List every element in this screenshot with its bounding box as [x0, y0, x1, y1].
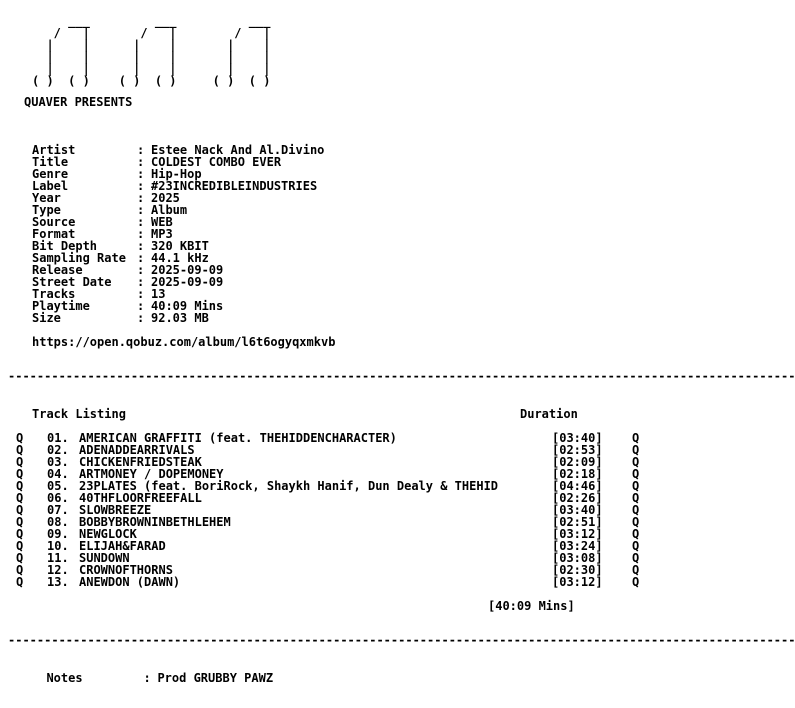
info-value: 40:09 Mins [151, 299, 224, 313]
info-colon: : [137, 275, 145, 289]
notes-colon: : [143, 671, 151, 685]
track-duration: [02:09] [552, 455, 603, 469]
track-marker-left: Q [16, 527, 24, 541]
info-value: COLDEST COMBO EVER [151, 155, 282, 169]
info-key: Street Date [32, 275, 112, 289]
info-row [32, 312, 209, 324]
info-key: Source [32, 215, 76, 229]
track-row [16, 576, 644, 588]
info-key: Type [32, 203, 61, 217]
track-number: 12. [47, 563, 69, 577]
track-number: 02. [47, 443, 69, 457]
info-colon: : [137, 203, 145, 217]
track-marker-right: Q [632, 515, 640, 529]
track-duration: [03:40] [552, 431, 603, 445]
info-key: Playtime [32, 299, 90, 313]
track-number: 10. [47, 539, 69, 553]
track-title: SLOWBREEZE [79, 503, 152, 517]
info-value: #23INCREDIBLEINDUSTRIES [151, 179, 318, 193]
track-marker-right: Q [632, 563, 640, 577]
track-duration: [03:40] [552, 503, 603, 517]
info-colon: : [137, 287, 145, 301]
track-marker-right: Q [632, 527, 640, 541]
info-key: Sampling Rate [32, 251, 126, 265]
info-key: Bit Depth [32, 239, 98, 253]
track-marker-left: Q [16, 491, 24, 505]
info-key: Genre [32, 167, 69, 181]
info-key: Artist [32, 143, 76, 157]
track-marker-left: Q [16, 443, 24, 457]
track-number: 08. [47, 515, 69, 529]
total-duration: [40:09 Mins] [488, 599, 575, 613]
info-key: Year [32, 191, 61, 205]
notes-key: Notes [46, 671, 83, 685]
track-marker-right: Q [632, 467, 640, 481]
track-marker-right: Q [632, 503, 640, 517]
track-number: 04. [47, 467, 69, 481]
track-number: 07. [47, 503, 69, 517]
track-marker-right: Q [632, 455, 640, 469]
track-marker-left: Q [16, 515, 24, 529]
presenter-line: QUAVER PRESENTS [24, 95, 133, 109]
track-title: BOBBYBROWNINBETHLEHEM [79, 515, 231, 529]
track-marker-left: Q [16, 551, 24, 565]
track-marker-left: Q [16, 503, 24, 517]
track-number: 11. [47, 551, 69, 565]
info-colon: : [137, 263, 145, 277]
track-listing-header: Track Listing [32, 407, 126, 421]
info-colon: : [137, 155, 145, 169]
track-marker-left: Q [16, 431, 24, 445]
info-value: WEB [151, 215, 173, 229]
track-marker-right: Q [632, 539, 640, 553]
info-key: Format [32, 227, 76, 241]
track-duration: [03:08] [552, 551, 603, 565]
info-key: Tracks [32, 287, 76, 301]
track-title: 23PLATES (feat. BoriRock, Shaykh Hanif, Dun Dealy & THEHID [79, 479, 499, 493]
info-value: 2025 [151, 191, 180, 205]
info-value: 320 KBIT [151, 239, 209, 253]
info-colon: : [137, 239, 145, 253]
track-duration: [02:26] [552, 491, 603, 505]
info-value: Hip-Hop [151, 167, 202, 181]
info-colon: : [137, 311, 145, 325]
info-colon: : [137, 167, 145, 181]
info-colon: : [137, 299, 145, 313]
track-number: 06. [47, 491, 69, 505]
track-duration: [02:30] [552, 563, 603, 577]
track-marker-left: Q [16, 455, 24, 469]
track-duration: [03:12] [552, 575, 603, 589]
album-url[interactable]: https://open.qobuz.com/album/l6t6ogyqxmkvb [32, 335, 336, 349]
info-key: Release [32, 263, 83, 277]
track-title: 40THFLOORFREEFALL [79, 491, 202, 505]
info-value: Estee Nack And Al.Divino [151, 143, 325, 157]
separator-bottom: ------------------------------------------------------------------------------------------------------------- [8, 633, 795, 647]
info-key: Title [32, 155, 69, 169]
info-value: 13 [151, 287, 166, 301]
track-marker-left: Q [16, 539, 24, 553]
track-marker-left: Q [16, 575, 24, 589]
track-marker-left: Q [16, 479, 24, 493]
track-marker-right: Q [632, 491, 640, 505]
track-marker-right: Q [632, 551, 640, 565]
info-value: 2025-09-09 [151, 263, 224, 277]
track-duration: [02:53] [552, 443, 603, 457]
info-value: 2025-09-09 [151, 275, 224, 289]
info-colon: : [137, 191, 145, 205]
info-colon: : [137, 251, 145, 265]
info-colon: : [137, 179, 145, 193]
track-number: 13. [47, 575, 69, 589]
info-key: Label [32, 179, 69, 193]
track-marker-right: Q [632, 443, 640, 457]
track-number: 03. [47, 455, 69, 469]
track-title: AMERICAN GRAFFITI (feat. THEHIDDENCHARACTER) [79, 431, 397, 445]
track-title: ELIJAH&FARAD [79, 539, 166, 553]
track-title: NEWGLOCK [79, 527, 137, 541]
info-colon: : [137, 227, 145, 241]
track-title: SUNDOWN [79, 551, 130, 565]
info-key: Size [32, 311, 61, 325]
separator-top: ------------------------------------------------------------------------------------------------------------- [8, 369, 795, 383]
info-colon: : [137, 215, 145, 229]
track-title: ARTMONEY / DOPEMONEY [79, 467, 224, 481]
track-title: CROWNOFTHORNS [79, 563, 173, 577]
track-marker-right: Q [632, 575, 640, 589]
notes-value: Prod GRUBBY PAWZ [157, 671, 274, 685]
track-title: ADENADDEARRIVALS [79, 443, 195, 457]
track-title: CHICKENFRIEDSTEAK [79, 455, 202, 469]
ascii-logo: ___ ___ ___ / | / | / | | | | | | | | | | | | | | | | | | | ( ) ( ) ( ) ( ) ( ) ( ) [32, 14, 271, 88]
track-marker-left: Q [16, 467, 24, 481]
track-duration: [02:18] [552, 467, 603, 481]
track-duration: [03:24] [552, 539, 603, 553]
track-duration: [02:51] [552, 515, 603, 529]
info-value: MP3 [151, 227, 173, 241]
info-value: Album [151, 203, 188, 217]
info-colon: : [137, 143, 145, 157]
track-number: 09. [47, 527, 69, 541]
track-duration: [04:46] [552, 479, 603, 493]
track-number: 05. [47, 479, 69, 493]
duration-header: Duration [520, 407, 578, 421]
notes-line [32, 660, 273, 684]
track-duration: [03:12] [552, 527, 603, 541]
track-number: 01. [47, 431, 69, 445]
track-marker-right: Q [632, 479, 640, 493]
track-marker-right: Q [632, 431, 640, 445]
info-value: 92.03 MB [151, 311, 209, 325]
info-value: 44.1 kHz [151, 251, 209, 265]
track-title: ANEWDON (DAWN) [79, 575, 181, 589]
track-marker-left: Q [16, 563, 24, 577]
